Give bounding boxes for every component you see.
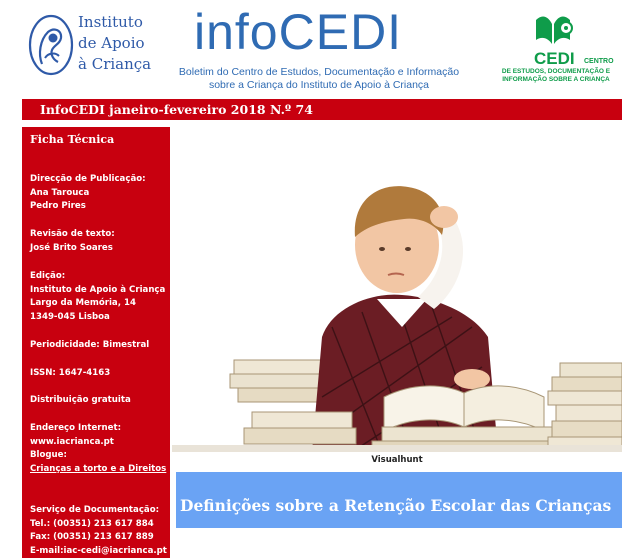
iac-line-3: à Criança (78, 55, 152, 73)
issue-label: InfoCEDI janeiro-fevereiro 2018 N.º 74 (40, 102, 313, 117)
edicao-label: Edição: (30, 271, 66, 281)
phone: Tel.: (00351) 213 617 884 (30, 518, 154, 529)
edicao-line: Instituto de Apoio à Criança (30, 284, 166, 295)
boy-with-books-illustration (172, 127, 622, 452)
distribuicao: Distribuição gratuita (30, 395, 131, 405)
cedi-centro: CENTRO (584, 58, 614, 65)
iac-line-2: de Apoio (78, 34, 145, 52)
subtitle-line-2: sobre a Criança do Instituto de Apoio à Criança (208, 79, 430, 91)
periodicidade: Periodicidade: Bimestral (30, 340, 150, 350)
issue-bar (22, 99, 622, 120)
article-title: Definições sobre a Retenção Escolar das Crianças (180, 496, 612, 515)
ficha-tecnica-sidebar (22, 127, 170, 558)
blog-link[interactable]: Crianças a torto e a Direitos (30, 463, 167, 474)
issn: ISSN: 1647-4163 (30, 368, 111, 378)
revisao-name: José Brito Soares (30, 242, 113, 253)
email-link[interactable]: E-mail:iac-cedi@iacrianca.pt (30, 545, 167, 556)
direccao-name: Ana Tarouca (30, 187, 90, 198)
cedi-tagline-1: DE ESTUDOS, DOCUMENTAÇÃO E (501, 68, 611, 75)
endereco-block (30, 422, 170, 476)
edicao-block (30, 270, 170, 324)
blogue-label: Blogue: (30, 450, 67, 460)
article-photo (172, 127, 622, 452)
sidebar-heading: Ficha Técnica (30, 133, 115, 146)
edicao-line: Largo da Memória, 14 (30, 298, 136, 308)
photo-caption: Visualhunt (371, 455, 423, 465)
servico-block (30, 504, 170, 558)
revisao-block (30, 228, 170, 255)
article-title-band (176, 472, 622, 528)
cedi-logo (488, 12, 620, 88)
website-link[interactable]: www.iacrianca.pt (30, 436, 114, 447)
iac-logo (22, 10, 152, 86)
fax: Fax: (00351) 213 617 889 (30, 532, 154, 542)
mother-child-emblem-icon (28, 14, 74, 76)
endereco-label: Endereço Internet: (30, 423, 122, 433)
direccao-block (30, 173, 170, 214)
newsletter-title: infoCEDI (194, 4, 403, 60)
revisao-label: Revisão de texto: (30, 229, 115, 239)
servico-label: Serviço de Documentação: (30, 505, 160, 515)
cedi-tagline-2: INFORMAÇÃO SOBRE A CRIANÇA (502, 76, 610, 83)
edicao-line: 1349-045 Lisboa (30, 311, 110, 322)
direccao-label: Direcção de Publicação: (30, 174, 146, 184)
newsletter-subtitle (164, 66, 474, 92)
open-book-icon (530, 12, 576, 48)
subtitle-line-1: Boletim do Centro de Estudos, Documentação e Informação (178, 66, 460, 78)
iac-line-1: Instituto (78, 13, 143, 31)
cedi-wordmark: CEDI (534, 49, 575, 68)
direccao-name: Pedro Pires (30, 201, 86, 211)
